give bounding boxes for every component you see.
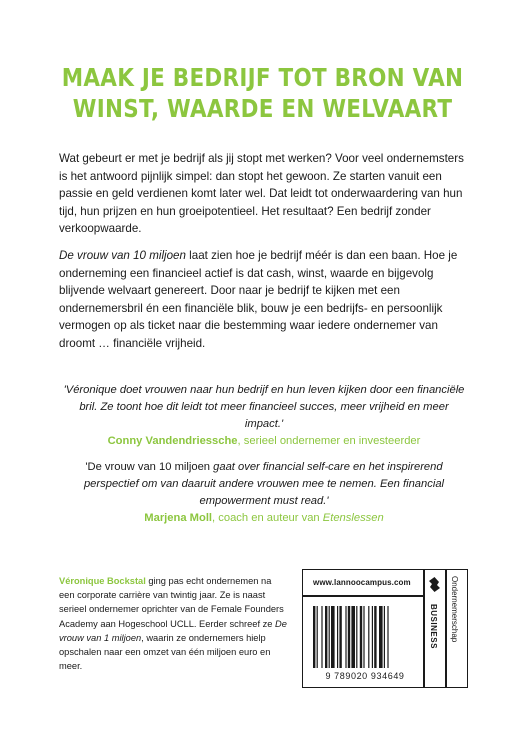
- barcode-bar: [384, 606, 385, 668]
- barcode-bar: [325, 606, 327, 668]
- intro-paragraph-text: Wat gebeurt er met je bedrijf als jij stopt met werken? Voor veel ondernemsters is het antwoord pijnlijk simpel: dan stopt het gewoon. Ze starten vanuit een passie en geld verdienen komt later wel. Dat leidt tot onderwaardering van hun tijd, hun prijzen en hun groeipotentieel. Het resultaat? Een bedrijf zonder verkoopwaarde.: [59, 152, 464, 236]
- category-label: BUSINESS: [429, 604, 438, 649]
- headline-line-1: MAAK JE BEDRIJF TOT BRON VAN: [61, 63, 464, 92]
- panel-divider-horizontal: [303, 595, 423, 597]
- barcode-bar: [356, 606, 357, 668]
- testimonial-quote-2: [59, 459, 469, 527]
- quote-2-text-italic: gaat over financial self-care en het inspirerend perspectief om van daaruit andere vrouwen mee te nemen. Een financial empowerment must read.': [83, 461, 445, 507]
- panel-divider-vertical-1: [423, 570, 425, 687]
- barcode-bar: [317, 606, 318, 668]
- publisher-website: www.lannoocampus.com: [313, 578, 411, 587]
- bio-text-2: , waarin ze ondernemers hielp opschalen naar een omzet van één miljoen euro en meer.: [59, 632, 271, 672]
- barcode: [311, 606, 417, 668]
- barcode-bar: [337, 606, 338, 668]
- barcode-bar: [345, 606, 346, 668]
- barcode-bar: [374, 606, 376, 668]
- bio-text-1: ging pas echt ondernemen na een corporate carrière van twintig jaar. Ze is naast serieel ondernemer oprichter van de Female Founders Academy aan Hogeschool UCLL. Eerder schreef ze: [59, 576, 284, 629]
- barcode-bar: [387, 606, 388, 668]
- testimonial-quote-1: [59, 382, 469, 450]
- quote-2-text-upright: 'De vrouw van 10 miljoen: [85, 461, 214, 473]
- barcode-bar: [351, 606, 355, 668]
- barcode-bar: [379, 606, 383, 668]
- barcode-bar: [348, 606, 350, 668]
- intro-paragraph: [59, 150, 469, 238]
- quote-2-author: Marjena Moll: [144, 512, 213, 524]
- quote-1-role: , serieel ondernemer en investeerder: [237, 435, 421, 447]
- panel-divider-vertical-2: [445, 570, 447, 687]
- book-title-inline: De vrouw van 10 miljoen: [59, 249, 186, 262]
- barcode-bar: [368, 606, 369, 668]
- cover-headline: [37, 62, 489, 124]
- quote-1-author: Conny Vandendriessche: [107, 435, 238, 447]
- subcategory-label: Ondernemerschap: [450, 576, 459, 643]
- bio-book-title: De vrouw van 1 miljoen: [59, 618, 287, 643]
- barcode-bar: [339, 606, 341, 668]
- barcode-bar: [331, 606, 335, 668]
- quote-2-role-book: Etenslessen: [322, 512, 384, 524]
- quote-2-role: , coach en auteur van: [212, 512, 323, 524]
- barcode-bar: [360, 606, 362, 668]
- barcode-bar: [313, 606, 315, 668]
- lannoocampus-logo-icon: [426, 576, 443, 593]
- quote-1-text: 'Véronique doet vrouwen naar hun bedrijf en hun leven kijken door een financiële bril. Ze toont hoe dit leidt tot meer financieel succes, meer vrijheid en meer impact.': [63, 384, 465, 430]
- barcode-bar: [363, 606, 364, 668]
- book-description-paragraph: [59, 247, 469, 353]
- isbn-number: 9 789020 934649: [325, 671, 405, 681]
- barcode-bar: [329, 606, 330, 668]
- barcode-bar: [372, 606, 373, 668]
- bio-author-name: Véronique Bockstal: [59, 576, 146, 586]
- barcode-bar: [321, 606, 322, 668]
- book-description-text: laat zien hoe je bedrijf méér is dan een baan. Hoe je onderneming een financieel actief is dat cash, winst, waarde en bijgevolg blijvende welvaart genereert. Door naar je bedrijf te kijken met een ondernemersbril én een financiële blik, bouw je een bedrijfs- en persoonlijk vermogen op als ticket naar die bestemming waar iedere ondernemer van droomt … financiële vrijheid.: [59, 249, 458, 350]
- author-bio: [59, 574, 287, 673]
- headline-line-2: WINST, WAARDE EN WELVAART: [72, 94, 453, 123]
- publisher-barcode-panel: [302, 569, 468, 688]
